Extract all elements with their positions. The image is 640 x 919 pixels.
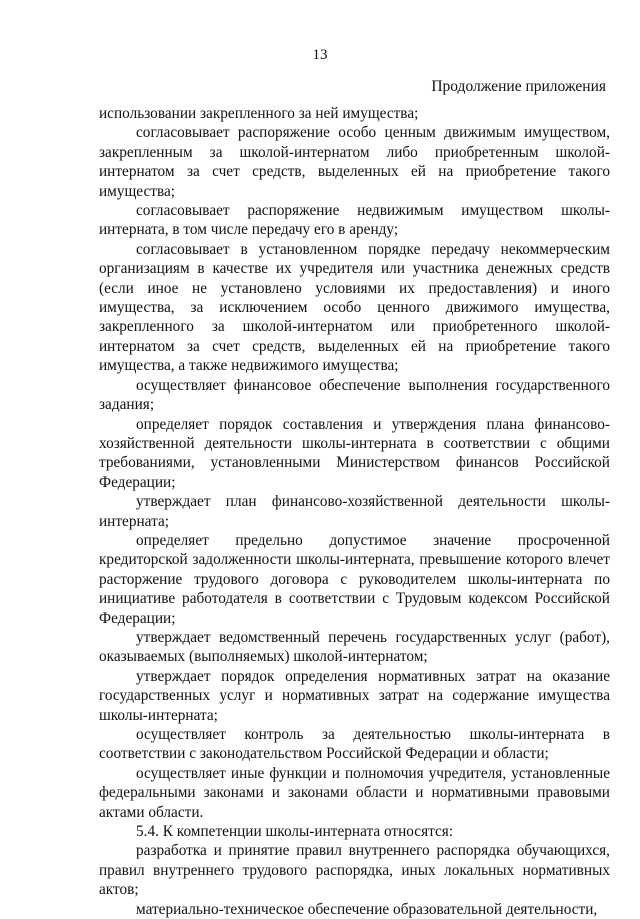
page-number: 13 [312,47,328,63]
paragraph: утверждает порядок определения нормативных затрат на оказание государственных услуг и нормативных затрат на содержание имущества школы-интерната; [99,667,610,724]
paragraph: согласовывает в установленном порядке передачу некоммерческим организациям в качестве их учредителя или участника денежных средств (если иное не установлено условиями их предоставления) и иного имущества, за исключением особо ценного движимого имущества, закрепленного за школой-интернатом или приобретенного школой-интернатом за счет средств, выделенных ей на приобретение такого имущества, а также недвижимого имущества; [99,240,610,375]
paragraph: утверждает план финансово-хозяйственной деятельности школы-интерната; [99,493,610,530]
section-heading: 5.4. К компетенции школы-интерната относятся: [136,823,454,841]
paragraph: осуществляет финансовое обеспечение выполнения государственного задания; [99,376,610,414]
paragraph: осуществляет иные функции и полномочия учредителя, установленные федеральными законами и законами области и нормативными правовыми актами области. [99,764,610,821]
paragraph: осуществляет контроль за деятельностью школы-интерната в соответствии с законодательством Российской Федерации и области; [99,726,610,763]
document-body [99,104,610,919]
paragraph: материально-техническое обеспечение образовательной деятельности, [136,900,598,918]
paragraph: определяет предельно допустимое значение просроченной кредиторской задолженности школы-интерната, превышение которого влечет расторжение трудового договора с руководителем школы-интерната по инициативе работодателя в соответствии с Трудовым кодексом Российской Федерации; [99,531,610,627]
continuation-heading: Продолжение приложения [431,78,606,95]
paragraph: согласовывает распоряжение недвижимым имуществом школы-интерната, в том числе передачу его в аренду; [99,202,610,239]
paragraph: утверждает ведомственный перечень государственных услуг (работ), оказываемых (выполняемых) школой-интернатом; [99,628,610,666]
paragraph: использовании закрепленного за ней имущества; [99,105,419,122]
paragraph: согласовывает распоряжение особо ценным движимым имуществом, закрепленным за школой-интернатом либо приобретенным школой-интернатом за счет средств, выделенных ей на приобретение такого имущества; [99,124,610,200]
paragraph: определяет порядок составления и утверждения плана финансово-хозяйственной деятельности школы-интерната в соответствии с общими требованиями, установленными Министерством финансов Российской Федерации; [99,415,610,491]
paragraph: разработка и принятие правил внутреннего распорядка обучающихся, правил внутреннего трудового распорядка, иных локальных нормативных актов; [99,842,610,899]
